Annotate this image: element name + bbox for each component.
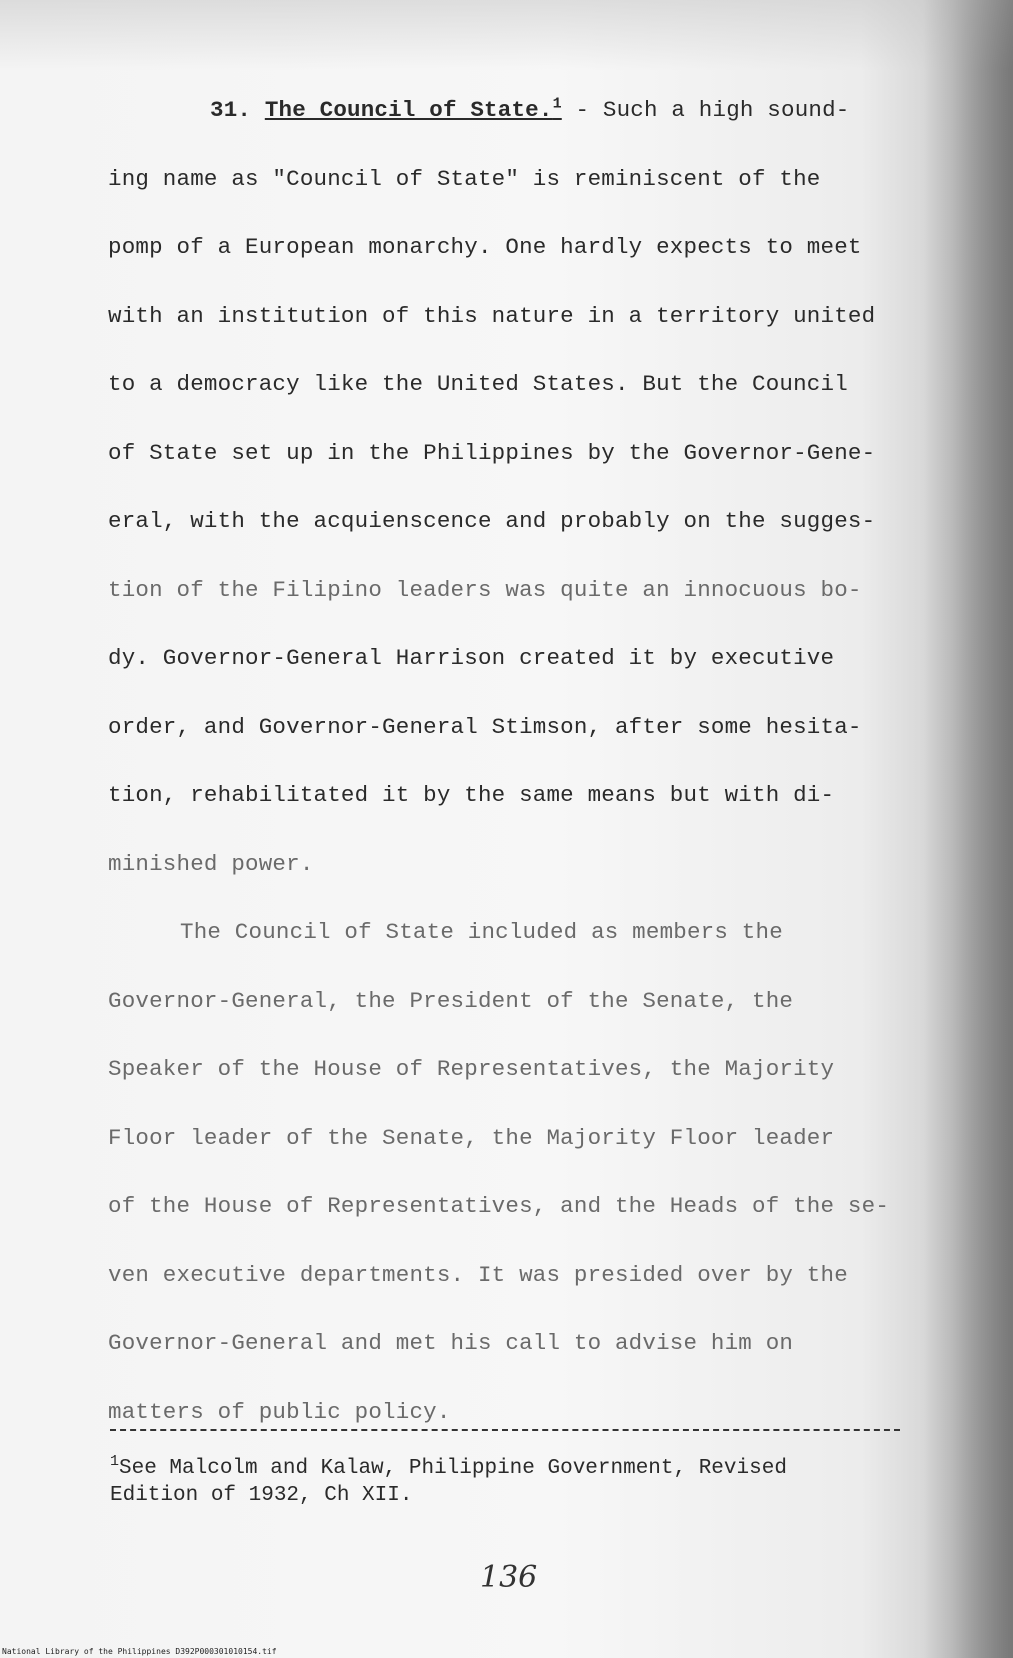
paragraph-1-line: to a democracy like the United States. But the Council <box>108 371 848 397</box>
paragraph-2-line: Speaker of the House of Representatives, the Majority <box>108 1056 835 1082</box>
section-title-text: The Council of State. <box>264 97 553 123</box>
paragraph-2-line: The Council of State included as members the <box>180 919 783 945</box>
footnote-divider <box>110 1429 900 1431</box>
paragraph-2-line: Governor-General, the President of the Senate, the <box>108 987 794 1014</box>
paragraph-2-line: ven executive departments. It was presided over by the <box>108 1261 848 1288</box>
footnote-marker: 1 <box>110 1453 120 1470</box>
paragraph-1-line: with an institution of this nature in a territory united <box>108 302 876 329</box>
paragraph-1-line: of State set up in the Philippines by the Governor-Gene- <box>108 439 876 466</box>
paragraph-1-line: tion, rehabilitated it by the same means but with di- <box>108 782 835 808</box>
paragraph-1-line: minished power. <box>108 850 314 877</box>
paragraph-2-line: of the House of Representatives, and the Heads of the se- <box>108 1193 890 1219</box>
footnote-line-1 <box>110 1455 787 1482</box>
section-title <box>265 97 562 123</box>
paragraph-2-line: Governor-General and met his call to advise him on <box>108 1330 794 1356</box>
page-number: 136 <box>480 1560 538 1595</box>
footnote <box>110 1455 787 1509</box>
paragraph-1-line: eral, with the acquienscence and probably on the sugges- <box>108 508 876 534</box>
paragraph-1-line: pomp of a European monarchy. One hardly expects to meet <box>108 234 862 260</box>
paragraph-1-line: dy. Governor-General Harrison created it by executive <box>108 645 835 671</box>
paragraph-2-line: Floor leader of the Senate, the Majority Floor leader <box>108 1124 835 1151</box>
paragraph-1-line: tion of the Filipino leaders was quite an innocuous bo- <box>108 576 862 603</box>
paragraph-1-line: ing name as "Council of State" is reminiscent of the <box>108 165 821 192</box>
footnote-line-2: Edition of 1932, Ch XII. <box>110 1484 413 1507</box>
footnote-reference: 1 <box>552 95 562 113</box>
section-number: 31. <box>210 97 252 123</box>
footnote-text-1: See Malcolm and Kalaw, Philippine Government, Revised <box>119 1457 787 1480</box>
heading-continuation: - Such a high sound- <box>575 97 850 123</box>
section-heading <box>108 93 948 162</box>
paragraph-2-line: matters of public policy. <box>108 1398 451 1425</box>
scan-shadow-top <box>0 0 1013 70</box>
archive-caption: National Library of the Philippines D392P000301010154.tif <box>2 1647 277 1656</box>
typewritten-text <box>108 93 948 1463</box>
paragraph-1-line: order, and Governor-General Stimson, after some hesita- <box>108 713 862 740</box>
